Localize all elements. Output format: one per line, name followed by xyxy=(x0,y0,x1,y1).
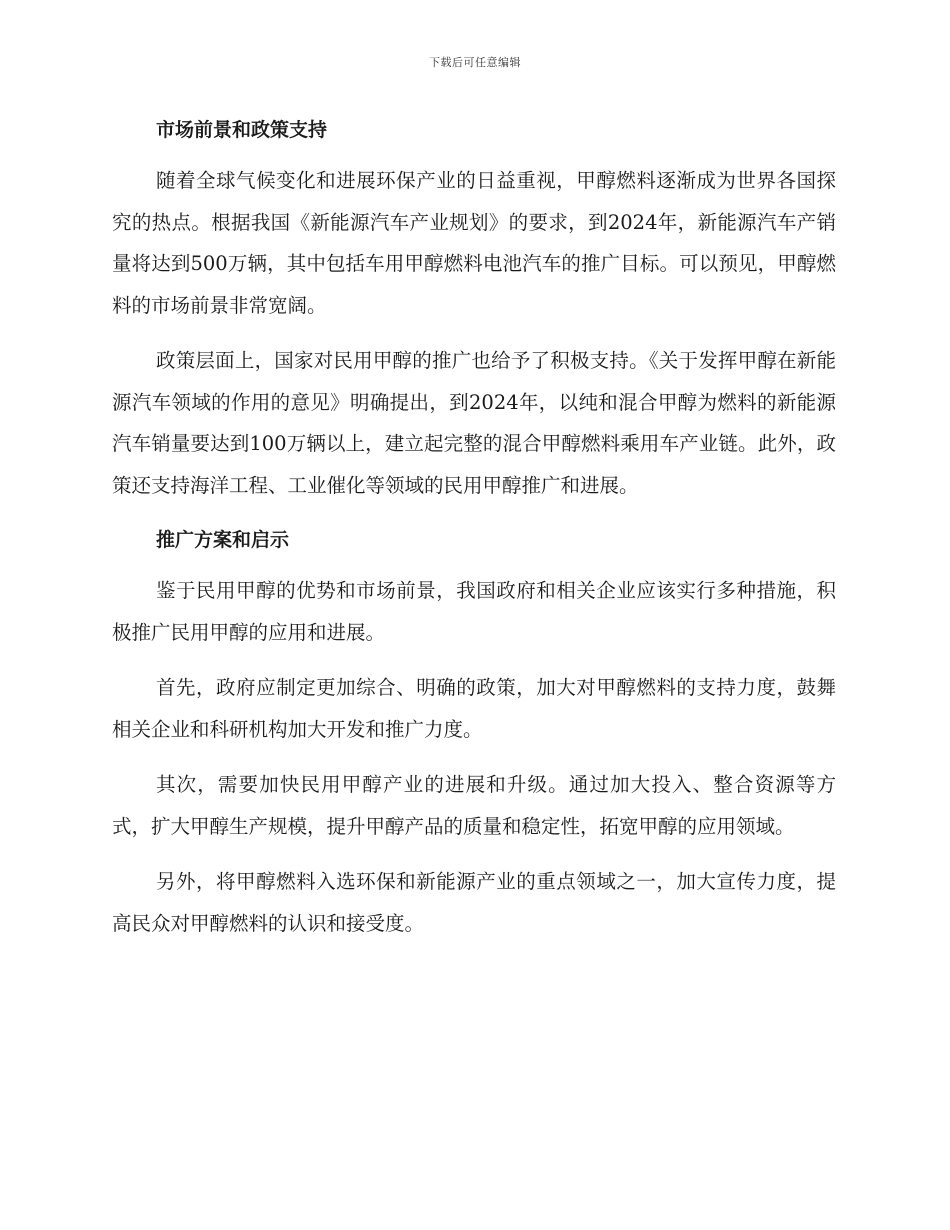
paragraph: 鉴于民用甲醇的优势和市场前景，我国政府和相关企业应该实行多种措施，积极推广民用甲醇的应用和进展。 xyxy=(112,579,836,644)
section-heading-market: 市场前景和政策支持 xyxy=(156,119,328,141)
document-body xyxy=(112,110,836,958)
paragraph: 政策层面上，国家对民用甲醇的推广也给予了积极支持。《关于发挥甲醇在新能源汽车领域的作用的意见》明确提出，到2024年，以纯和混合甲醇为燃料的新能源汽车销量要达到100万辆以上，建立起完整的混合甲醇燃料乘用车产业链。此外，政策还支持海洋工程、工业催化等领域的民用甲醇推广和进展。 xyxy=(112,349,836,497)
paragraph: 其次，需要加快民用甲醇产业的进展和升级。通过加大投入、整合资源等方式，扩大甲醇生产规模，提升甲醇产品的质量和稳定性，拓宽甲醇的应用领域。 xyxy=(112,773,836,838)
paragraph: 随着全球气候变化和进展环保产业的日益重视，甲醇燃料逐渐成为世界各国探究的热点。根据我国《新能源汽车产业规划》的要求，到2024年，新能源汽车产销量将达到500万辆，其中包括车用甲醇燃料电池汽车的推广目标。可以预见，甲醇燃料的市场前景非常宽阔。 xyxy=(112,169,836,317)
header-note: 下载后可任意编辑 xyxy=(429,56,521,69)
paragraph: 另外，将甲醇燃料入选环保和新能源产业的重点领域之一，加大宣传力度，提高民众对甲醇燃料的认识和接受度。 xyxy=(112,870,836,935)
paragraph: 首先，政府应制定更加综合、明确的政策，加大对甲醇燃料的支持力度，鼓舞相关企业和科研机构加大开发和推广力度。 xyxy=(112,676,836,741)
section-heading-promotion: 推广方案和启示 xyxy=(156,529,290,551)
